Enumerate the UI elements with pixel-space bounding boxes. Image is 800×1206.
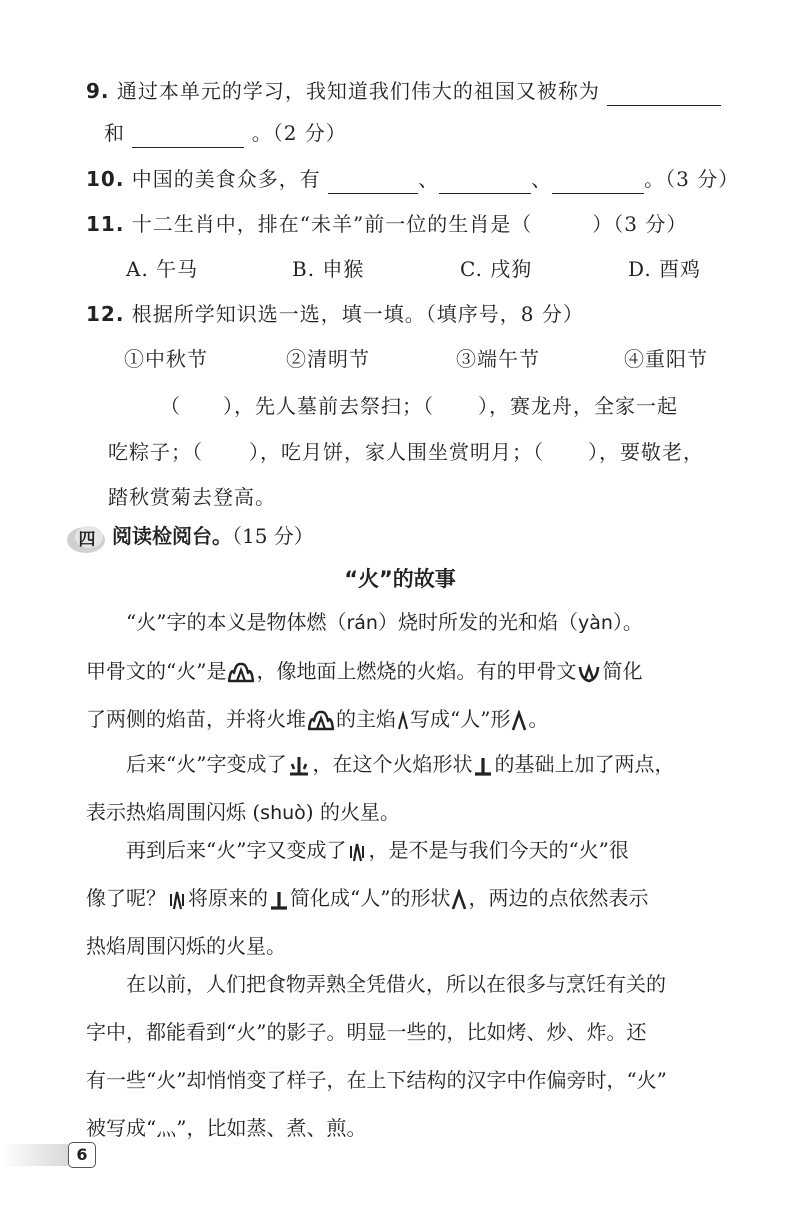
question-points: ）（3 分） — [592, 212, 688, 236]
text: 热焰周围闪烁的火星。 — [86, 934, 286, 958]
section-title — [112, 521, 314, 551]
question-12 — [86, 299, 584, 329]
text: 有一些“火”却悄悄变了样子，在上下结构的汉字中作偏旁时，“火” — [86, 1068, 667, 1092]
question-text: 和 — [104, 121, 125, 145]
question-9-cont — [104, 118, 347, 148]
option-d[interactable]: D. 酉鸡 — [628, 257, 702, 281]
text: 字中，都能看到“火”的影子。明显一些的，比如烤、炒、炸。还 — [86, 1020, 647, 1044]
fill-text: ），要敬老， — [588, 440, 704, 464]
fill-text: ），赛龙舟，全家一起 — [478, 394, 678, 418]
section-number: 四 — [78, 530, 96, 550]
pinyin: shuò — [260, 802, 306, 824]
oracle-fire-glyph-icon — [227, 661, 255, 685]
fill-text: （ — [160, 394, 181, 418]
answer-blank[interactable] — [552, 171, 644, 194]
fill-line-1 — [160, 391, 678, 421]
pinyin: yàn — [577, 612, 613, 634]
answer-blank[interactable] — [607, 83, 721, 106]
pinyin: rán — [346, 612, 378, 634]
text: 在以前，人们把食物弄熟全凭借火，所以在很多与烹饪有关的 — [126, 972, 666, 996]
text: 了两侧的焰苗，并将火堆 — [86, 707, 306, 731]
main-flame-icon — [397, 711, 409, 731]
page-footer-strip — [0, 1144, 68, 1166]
answer-blank[interactable] — [132, 125, 244, 148]
flame-shape-icon — [473, 755, 493, 777]
question-number: 12. — [86, 302, 125, 326]
question-number: 9. — [86, 79, 110, 103]
text: 表示热焰周围闪烁 ( — [86, 800, 261, 824]
answer-blank[interactable] — [328, 171, 418, 194]
text: “火”字的本义是物体燃（ — [126, 610, 347, 634]
text: ）。 — [612, 610, 643, 634]
page-number: 6 — [68, 1142, 96, 1168]
question-text: 根据所学知识选一选，填一填。（填序号，8 分） — [131, 302, 584, 326]
text: 简化 — [602, 659, 643, 683]
text: 被写成“灬”，比如蒸、煮、煎。 — [86, 1116, 367, 1140]
question-text: 通过本单元的学习，我知道我们伟大的祖国又被称为 — [116, 79, 600, 103]
simplified-oracle-fire-icon — [577, 661, 601, 685]
answer-blank[interactable] — [439, 171, 531, 194]
text: 像了呢？ — [86, 886, 166, 910]
section-points: （15 分） — [232, 524, 314, 548]
later-fire-glyph-icon — [167, 888, 187, 912]
fill-text: ），先人墓前去祭扫；（ — [223, 394, 434, 418]
choice-2: ②清明节 — [286, 347, 370, 371]
section-badge — [66, 524, 106, 554]
later-fire-glyph-icon — [347, 840, 367, 864]
person-shape-icon — [511, 710, 527, 732]
fill-text: ），吃月饼，家人围坐赏明月；（ — [249, 440, 544, 464]
separator: 、 — [531, 167, 553, 191]
text: 再到后来“火”字又变成了 — [126, 838, 347, 862]
question-points: 。（2 分） — [251, 121, 347, 145]
option-b[interactable]: B. 申猴 — [292, 257, 365, 281]
question-11 — [86, 209, 687, 239]
article-paragraph-3 — [86, 826, 766, 970]
question-points: 。（3 分） — [644, 167, 740, 191]
text: ，是不是与我们今天的“火”很 — [368, 838, 629, 862]
question-text: 中国的美食众多，有 — [131, 167, 321, 191]
text: ) 的火星。 — [305, 800, 400, 824]
text: ，两边的点依然表示 — [468, 886, 649, 910]
question-text: 十二生肖中，排在“未羊”前一位的生肖是（ — [131, 212, 533, 236]
person-shape-icon — [451, 889, 467, 911]
text: 的主焰 — [336, 707, 396, 731]
section-title-text: 阅读检阅台。 — [112, 524, 232, 548]
bronze-fire-glyph-icon — [287, 754, 311, 778]
flame-shape-icon — [269, 889, 289, 911]
fill-line-3: 踏秋赏菊去登高。 — [108, 485, 276, 509]
option-c[interactable]: C. 戌狗 — [460, 257, 533, 281]
text: 写成“人”形 — [410, 707, 511, 731]
question-10 — [86, 164, 739, 194]
separator: 、 — [418, 167, 440, 191]
question-number: 10. — [86, 167, 125, 191]
text: ，像地面上燃烧的火焰。有的甲骨文 — [256, 659, 577, 683]
question-9 — [86, 76, 721, 106]
option-a[interactable]: A. 午马 — [126, 257, 199, 281]
text: 。 — [528, 707, 549, 731]
article-paragraph-2 — [86, 740, 766, 837]
text: 简化成“人”的形状 — [290, 886, 451, 910]
article-paragraph-1 — [86, 598, 766, 743]
text: ）烧时所发的光和焰（ — [377, 610, 578, 634]
article-paragraph-4 — [86, 960, 766, 1152]
fire-pile-glyph-icon — [307, 709, 335, 733]
choice-1: ①中秋节 — [124, 347, 208, 371]
text: ，在这个火焰形状 — [312, 752, 473, 776]
choice-3: ③端午节 — [456, 347, 540, 371]
text: 后来“火”字变成了 — [126, 752, 287, 776]
choice-4: ④重阳节 — [624, 347, 708, 371]
question-number: 11. — [86, 212, 125, 236]
fill-text: 吃粽子；（ — [108, 440, 203, 464]
fill-line-2 — [108, 437, 704, 467]
text: 甲骨文的“火”是 — [86, 659, 227, 683]
text: 的基础上加了两点， — [494, 752, 675, 776]
article-title: “火”的故事 — [344, 567, 456, 591]
text: 将原来的 — [188, 886, 268, 910]
